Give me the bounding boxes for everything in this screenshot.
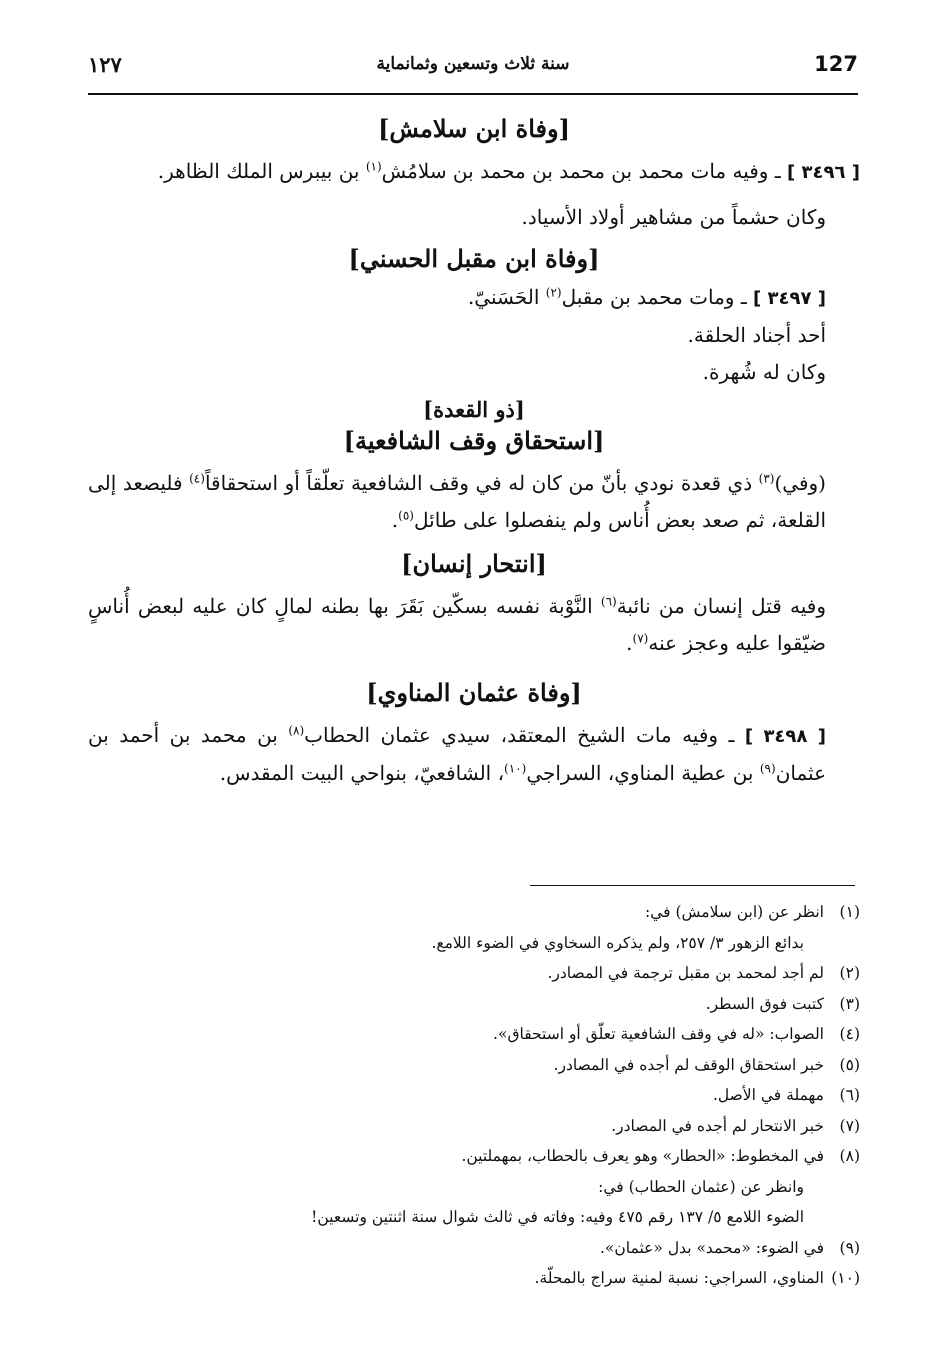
footnote-ref: (٩) [759, 761, 776, 776]
section-title-suicide: [انتحار إنسان] [401, 549, 547, 578]
main-text [88, 112, 860, 792]
footnote-number: (١٠) [831, 1269, 860, 1287]
entry-3498 [88, 717, 860, 792]
text-run: . [626, 631, 633, 655]
footnote-number: (٦) [839, 1086, 860, 1104]
footnote-number: (٤) [839, 1025, 860, 1043]
paragraph: وكان له شُهرة. [702, 360, 826, 384]
entry-text: ـ وفيه مات محمد بن محمد بن محمد بن سلامُش [381, 159, 788, 183]
running-title: سنة ثلاث وتسعين وثمانماية [376, 54, 570, 74]
entry-text: ـ ومات محمد بن مقبل [561, 285, 754, 309]
text-run: فليصعد إلى القلعة، ثم صعد بعض أُناس ولم ينفصلوا على طائل [88, 471, 826, 532]
footnote-10 [120, 1263, 860, 1294]
footnote-ref: (٨) [288, 723, 305, 738]
footnote-text: مهملة في الأصل. [712, 1086, 824, 1104]
footnote-text: خبر استحقاق الوقف لم أجده في المصادر. [553, 1055, 824, 1074]
footnote-text: خبر الانتحار لم أجده في المصادر. [611, 1116, 824, 1135]
footnote-5 [120, 1050, 860, 1081]
footnote-text: انظر عن (ابن سلامش) في: [644, 903, 824, 921]
footnote-separator [530, 885, 855, 886]
entry-number: [ ٣٤٩٧ ] [753, 288, 826, 309]
footnote-4 [120, 1019, 860, 1050]
text-run: بن محمد بن أحمد بن عثمان [88, 723, 826, 785]
entry-number: [ ٣٤٩٨ ] [744, 726, 826, 747]
footnote-text: الصواب: «له في وقف الشافعية تعلّق أو استحقاق». [493, 1025, 824, 1043]
footnote-number: (٢) [839, 964, 860, 982]
footnote-1 [120, 897, 860, 928]
text-run: ، الشافعيّ، بنواحي البيت المقدس. [219, 761, 505, 785]
section-title-dhu-al-qada: [ذو القعدة] [423, 397, 525, 422]
footnotes [120, 897, 860, 1294]
footnote-7 [120, 1111, 860, 1142]
footnote-ref: (٢) [545, 285, 562, 300]
footnote-text: في الضوء: «محمد» بدل «عثمان». [600, 1238, 824, 1257]
header-rule [88, 93, 858, 95]
entry-text: الحَسَنيّ. [467, 285, 546, 309]
footnote-ref: (٦) [600, 594, 617, 609]
paragraph: وكان حشماً من مشاهير أولاد الأسياد. [521, 205, 826, 229]
paragraph: أحد أجناد الحلقة. [687, 323, 826, 347]
paragraph-endowment [88, 465, 860, 539]
text-run: بن عطية المناوي، السراجي [526, 761, 760, 785]
footnote-number: (٧) [839, 1116, 860, 1135]
section-title-ibn-muqbil: [وفاة ابن مقبل الحسني] [348, 244, 600, 273]
footnote-text: في المخطوط: «الحطار» وهو يعرف بالحطاب، بمهملتين. [461, 1147, 824, 1165]
paragraph-suicide [88, 588, 860, 662]
footnote-ref: (٤) [189, 471, 205, 486]
footnote-number: (٥) [839, 1055, 860, 1074]
entry-text: بن بيبرس الملك الظاهر. [157, 159, 366, 183]
footnote-number: (١) [839, 903, 860, 921]
section-title-ibn-salamish: [وفاة ابن سلامش] [378, 114, 570, 143]
footnote-2 [120, 958, 860, 989]
text-run: . [391, 508, 399, 532]
text-run: وفيه قتل إنسان من نائبة [616, 594, 826, 618]
footnote-8-continuation: وانظر عن (عثمان الحطاب) في: [598, 1177, 804, 1196]
footnote-8-continuation: الضوء اللامع ٥/ ١٣٧ رقم ٤٧٥ وفيه: وفاته في ثالث شوال سنة اثنتين وتسعين! [311, 1208, 804, 1226]
footnote-text: المناوي، السراجي: نسبة لمنية سراج بالمحلّة. [534, 1269, 824, 1287]
footnote-number: (٣) [839, 994, 860, 1013]
footnote-ref: (٥) [398, 508, 414, 523]
entry-number: [ ٣٤٩٦ ] [787, 162, 860, 183]
page-number-latin: 127 [814, 52, 858, 76]
page-number-arabic: ١٢٧ [88, 52, 122, 77]
text-run: (وفي) [774, 471, 826, 495]
footnote-9 [120, 1233, 860, 1264]
footnote-text: كتبت فوق السطر. [705, 994, 824, 1013]
footnote-number: (٩) [839, 1238, 860, 1257]
section-title-uthman-munawi: [وفاة عثمان المناوي] [366, 678, 582, 707]
footnote-3 [120, 989, 860, 1020]
footnote-ref: (٣) [758, 471, 775, 486]
entry-3496 [88, 153, 860, 191]
page-header [88, 48, 858, 88]
entry-3497 [88, 279, 860, 317]
footnote-ref: (٧) [632, 631, 649, 646]
footnote-8 [120, 1141, 860, 1172]
text-run: ـ وفيه مات الشيخ المعتقد، سيدي عثمان الحطاب [304, 723, 745, 747]
footnote-ref: (١٠) [504, 761, 527, 776]
footnote-1-continuation: بدائع الزهور ٣/ ٢٥٧، ولم يذكره السخاوي في الضوء اللامع. [431, 933, 804, 952]
text-run: النَّوْبة نفسه بسكّين بَقَرَ بها بطنه لمالٍ كان عليه لبعض أُناسٍ ضيّقوا عليه وعجز عنه [88, 594, 826, 655]
text-run: ذي قعدة نودي بأنّ من كان له في وقف الشافعية تعلّقاً أو استحقاقاً [204, 471, 759, 495]
footnote-text: لم أجد لمحمد بن مقبل ترجمة في المصادر. [547, 964, 824, 982]
footnote-number: (٨) [839, 1147, 860, 1165]
footnote-6 [120, 1080, 860, 1111]
footnote-ref: (١) [365, 159, 382, 174]
section-title-shafii-endowment: [استحقاق وقف الشافعية] [343, 426, 605, 455]
